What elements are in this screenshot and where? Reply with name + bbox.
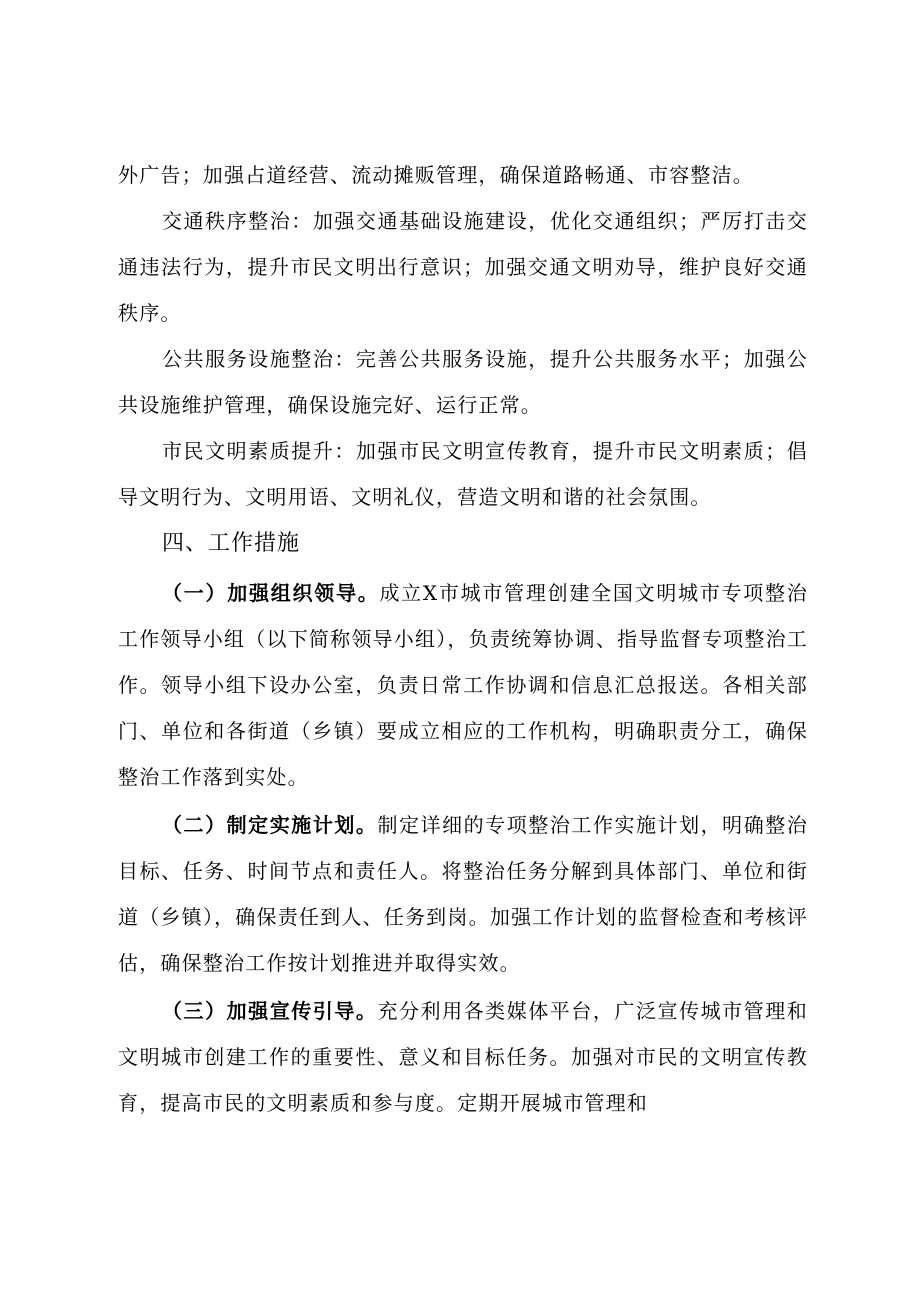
measure-lead: （三）加强宣传引导。	[162, 999, 378, 1023]
paragraph-public-facilities	[118, 336, 808, 428]
paragraph-text: 外广告；加强占道经营、流动摊贩管理，确保道路畅通、市容整洁。	[118, 163, 754, 187]
measure-text: 制定详细的专项整治工作实施计划，明确整治目标、任务、时间节点和责任人。将整治任务分解到具体部门、单位和街道（乡镇），确保责任到人、任务到岗。加强工作计划的监督检查和考核评估，确保整治工作按计划推进并取得实效。	[118, 813, 809, 975]
measure-organization-leadership	[118, 570, 808, 800]
measure-text: 成立X市城市管理创建全国文明城市专项整治工作领导小组（以下简称领导小组），负责统筹协调、指导监督专项整治工作。领导小组下设办公室，负责日常工作协调和信息汇总报送。各相关部门、单位和各街道（乡镇）要成立相应的工作机构，明确职责分工，确保整治工作落到实处。	[118, 581, 808, 789]
paragraph-traffic-order	[118, 198, 808, 336]
paragraph-civic-quality	[118, 428, 808, 520]
measure-publicity-guidance	[118, 988, 808, 1126]
paragraph-text: 市民文明素质提升：加强市民文明宣传教育，提升市民文明素质；倡导文明行为、文明用语、文明礼仪，营造文明和谐的社会氛围。	[118, 439, 808, 509]
measure-lead: （二）制定实施计划。	[162, 813, 378, 837]
document-body	[118, 152, 808, 1126]
paragraph-text: 公共服务设施整治：完善公共服务设施，提升公共服务水平；加强公共设施维护管理，确保设施完好、运行正常。	[118, 347, 808, 417]
paragraph-text: 交通秩序整治：加强交通基础设施建设，优化交通组织；严厉打击交通违法行为，提升市民文明出行意识；加强交通文明劝导，维护良好交通秩序。	[118, 209, 808, 325]
measure-text: 充分利用各类媒体平台，广泛宣传城市管理和文明城市创建工作的重要性、意义和目标任务。加强对市民的文明宣传教育，提高市民的文明素质和参与度。定期开展城市管理和	[118, 999, 809, 1115]
measure-implementation-plan	[118, 802, 808, 986]
section-heading: 四、工作措施	[162, 531, 301, 556]
paragraph-outdoor-ads	[118, 152, 808, 198]
measure-lead: （一）加强组织领导。	[162, 581, 380, 605]
